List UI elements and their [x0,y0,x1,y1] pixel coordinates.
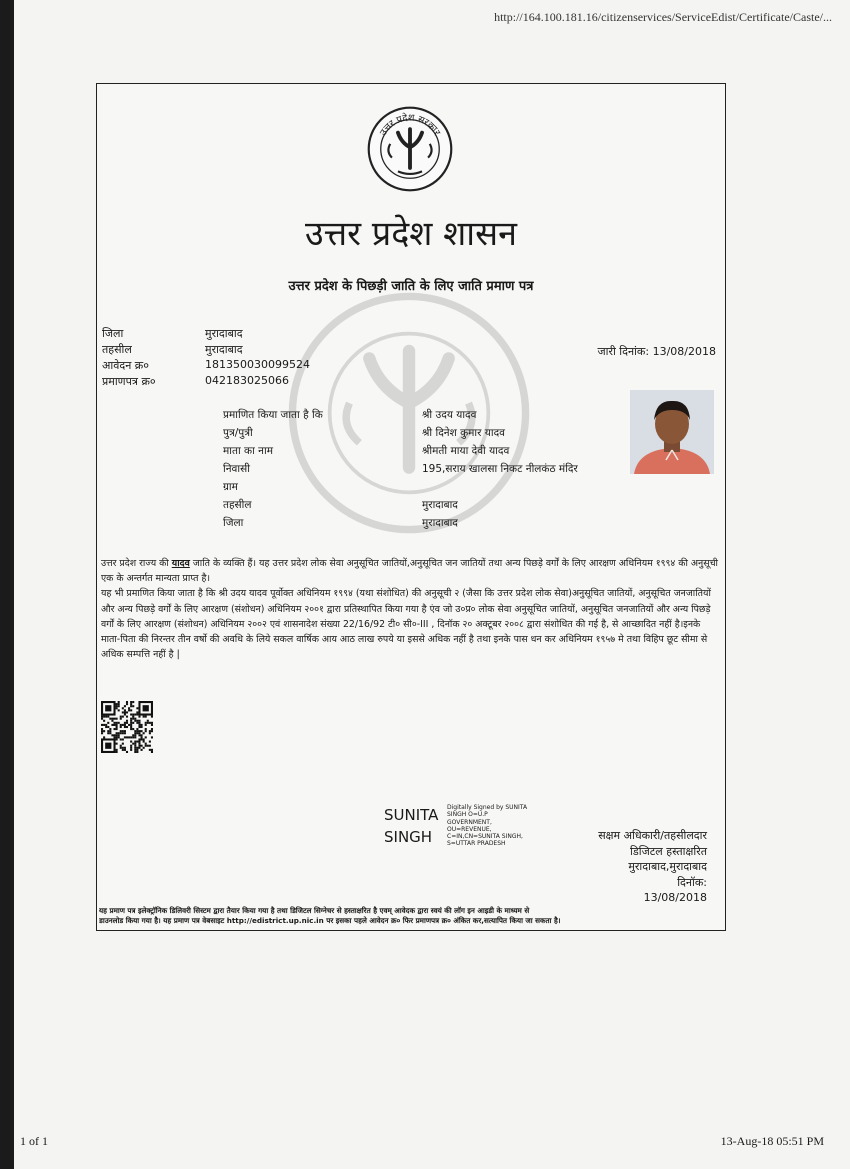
print-timestamp: 13-Aug-18 05:51 PM [720,1134,824,1148]
issue-date [597,344,716,359]
issue-date-value: 13/08/2018 [652,345,716,358]
meta-value: 042183025066 [205,374,289,387]
print-header-url: http://164.100.181.16/citizenservices/ServiceEdist/Certificate/Caste/... [494,10,832,24]
caste-name: यादव [171,558,190,569]
body-text-part: उत्तर प्रदेश राज्य की [101,558,169,569]
meta-value: 181350030099524 [205,358,310,371]
meta-label: आवेदन क्र० [102,359,149,372]
body-text-part: जाति के व्यक्ति हैं। यह उत्तर प्रदेश लोक सेवा अनुसूचित जातियों,अनुसूचित जन जातियों तथा अन्य पिछड़े वर्गों के लिए आरक्षण अधिनियम १९९४ की अनुसूची एक के अन्तर्गत मान्यता प्राप्त है। [101,558,718,585]
meta-label: जिला [102,327,124,340]
qr-code-icon [101,701,153,753]
person-label: प्रमाणित किया जाता है कि [223,409,323,421]
issue-date-label: जारी दिनांक: [597,345,650,358]
signature-detail-line: Digitally Signed by SUNITA [447,804,528,811]
person-value: 195,सराय खालसा निकट नीलकंठ मंदिर [422,463,578,475]
person-value: श्री दिनेश कुमार यादव [422,427,506,439]
body-paragraph-2: यह भी प्रमाणित किया जाता है कि श्री उदय यादव पूर्वोक्त अधिनियम १९९४ (यथा संशोधित) की अनुसूची २ (जैसा कि उत्तर प्रदेश लोक सेवा)अनुसूचित जातियों, अनुसूचित जनजातियों और अन्य पिछड़े वर्गों के लिए आरक्षण (संशोधन) अधिनियम २००१ द्वारा प्रतिस्थापित किया गया है एंव जो उ०प्र० लोक सेवा अनुसूचित जातियों, अनुसूचित जनजातियों और अन्य पिछड़े वर्गों के लिए आरक्षण (संशोधन) अधिनियम २००२ एवं शासनादेश संख्या 22/16/92 टी० सी०-III , दिनॉक २० अक्टूबर २००८ द्वारा संशोधित की गई है, से आच्छादित नहीं है।इनके माता-पिता की निरन्तर तीन वर्षो की अवधि के लिये सकल वार्षिक आय आठ लाख रुपये या इससे अधिक नहीं है तथा इनके पास धन कर अधिनियम १९५७ मे तथा विहिप छूट सीमा से अधिक सम्पत्ति नहीं है | [101,588,711,661]
person-label: ग्राम [223,481,238,493]
page-indicator: 1 of 1 [20,1134,48,1148]
signature-detail-line: C=IN,CN=SUNITA SINGH, [447,833,523,841]
applicant-photo [630,390,714,474]
officer-date [557,875,707,906]
meta-label: तहसील [102,343,132,356]
person-value: मुरादाबाद [422,499,458,511]
person-label: तहसील [223,499,252,511]
officer-date-label: दिनॉक: [677,875,707,889]
person-label: निवासी [223,463,250,475]
applicant-portrait-icon [630,390,714,474]
person-label: माता का नाम [223,445,273,457]
person-value: श्रीमती माया देवी यादव [422,445,510,457]
body-paragraph-1 [101,556,718,586]
person-value: मुरादाबाद [422,517,458,529]
digital-signature-details [447,804,527,848]
officer-designation: सक्षम अधिकारी/तहसीलदार [598,829,707,842]
person-label: जिला [223,517,244,529]
certificate-subtitle: उत्तर प्रदेश के पिछड़ी जाति के लिए जाति प्रमाण पत्र [288,279,534,294]
officer-date-value: 13/08/2018 [643,891,707,904]
digital-signature-name [384,804,438,848]
up-government-emblem-icon [367,106,453,192]
certificate-frame [96,83,726,931]
scan-page-edge [0,0,14,1169]
signature-name-line: SINGH [384,828,433,846]
officer-signed-label: डिजिटल हस्ताक्षरित [630,844,707,858]
government-title: उत्तर प्रदेश शासन [305,214,517,254]
signature-name-line: SUNITA [384,806,439,824]
person-label: पुत्र/पुत्री [223,427,253,439]
footer-line: डाउनलोड किया गया है। यह प्रमाण पत्र वेबसाइट http://edistrict.up.nic.in पर इसका पहले आवेदन क्र० फिर प्रमाणपत्र क्र० अंकित कर,सत्यापित किया जा सकता है। [99,916,561,925]
officer-location: मुरादाबाद,मुरादाबाद [628,860,707,873]
person-value: श्री उदय यादव [422,409,477,421]
officer-block [557,828,707,906]
footer-line: यह प्रमाण पत्र इलेक्ट्रॉनिक डिलिवरी सिस्टम द्वारा तैयार किया गया है तथा डिजिटल सिग्नेचर से हस्ताक्षरित है एवम् आवेदक द्वारा स्वयं की लॉग इन आइडी के माध्यम से [99,906,530,915]
meta-value: मुरादाबाद [205,327,243,340]
meta-label: प्रमाणपत्र क्र० [102,375,156,388]
signature-detail-line: S=UTTAR PRADESH [447,840,506,848]
meta-value: मुरादाबाद [205,343,243,356]
certificate-body [101,556,718,662]
certificate-footer-note [99,906,723,926]
emblem-arc-text: उत्तर प्रदेश सरकार [377,112,443,138]
signature-detail-line: OU=REVENUE, [447,825,492,833]
signature-detail-line: GOVERNMENT, [447,818,492,826]
signature-detail-line: SINGH O=U.P [447,811,488,819]
